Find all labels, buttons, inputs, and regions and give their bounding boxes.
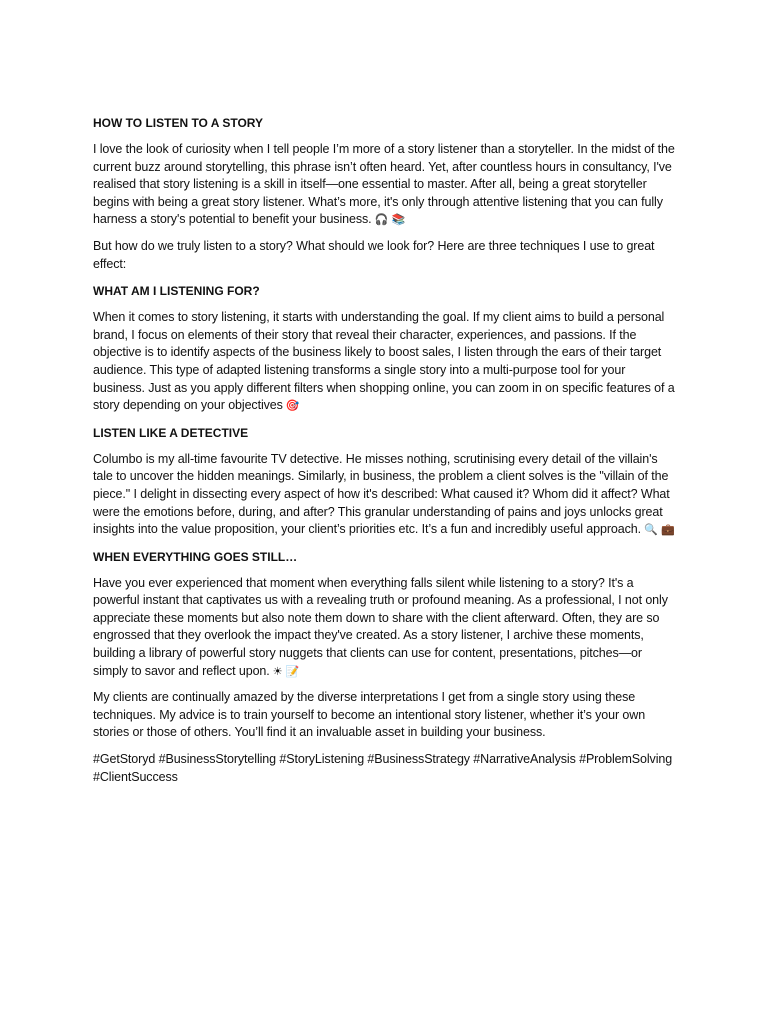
section-body-detective xyxy=(93,451,677,539)
magnifier-briefcase-icon: 🔍 💼 xyxy=(643,523,675,537)
target-icon: 🎯 xyxy=(285,399,300,413)
document-title: HOW TO LISTEN TO A STORY xyxy=(93,116,264,130)
intro-text: I love the look of curiosity when I tell people I’m more of a story listener than a storyteller. In the midst of the current buzz around storytelling, this phrase isn’t often heard. Yet, after countless hours in consultancy, I've realised that story listening is a skill in itself—one essential to master. After all, being a great storyteller begins with being a great story listener. What’s more, it's only through attentive listening that you can fully harness a story's potential to benefit your business. xyxy=(93,142,675,227)
hashtags: #GetStoryd #BusinessStorytelling #StoryListening #BusinessStrategy #NarrativeAnalysis #ProblemSolving #ClientSuccess xyxy=(93,752,673,784)
headphones-books-icon: 🎧 📚 xyxy=(374,213,406,227)
section-heading-listening-for: WHAT AM I LISTENING FOR? xyxy=(93,284,260,299)
document-page xyxy=(93,114,677,786)
closing-paragraph: My clients are continually amazed by the diverse interpretations I get from a single story using these techniques. My advice is to train yourself to become an intentional story listener, whether it’s your own stories or those of others. You’ll find it an invaluable asset in building your business. xyxy=(93,690,646,740)
section-text: Columbo is my all-time favourite TV detective. He misses nothing, scrutinising every detail of the villain's tale to uncover the hidden meanings. Similarly, in business, the problem a client solves is the "villain of the piece." I delight in dissecting every aspect of how it's described: What caused it? Whom did it affect? What were the emotions before, during, and after? This granular understanding of pains and joys unlocks great insights into the value proposition, your client’s priorities etc. It’s a fun and incredibly useful approach. xyxy=(93,451,670,537)
question-paragraph: But how do we truly listen to a story? What should we look for? Here are three techniques I use to great effect: xyxy=(93,238,655,271)
section-body-still xyxy=(93,575,677,681)
section-heading-still: WHEN EVERYTHING GOES STILL… xyxy=(93,549,298,564)
intro-paragraph xyxy=(93,141,677,229)
section-body-listening-for xyxy=(93,309,677,415)
section-text: When it comes to story listening, it starts with understanding the goal. If my client aims to build a personal brand, I focus on elements of their story that reveal their character, experiences, and passions. If the objective is to identify aspects of the business likely to boost sales, I listen through the ears of their target audience. This type of adapted listening transforms a single story into a multi-purpose tool for your business. Just as you apply different filters when shopping online, you can zoom in on specific features of a story depending on your objectives xyxy=(93,310,675,413)
sun-memo-icon: ☀ 📝 xyxy=(272,664,300,678)
section-heading-detective: LISTEN LIKE A DETECTIVE xyxy=(93,425,249,440)
section-text: Have you ever experienced that moment when everything falls silent while listening to a story? It's a powerful instant that captivates us with a revealing truth or profound meaning. As a professional, I not only appreciate these moments but also note them down to share with the client afterward. Often, they are so engrossed that they overlook the impact they've created. As a story listener, I archive these moments, building a library of powerful story nuggets that clients can use for content, presentations, pitches—or simply to savor and reflect upon. xyxy=(93,575,668,678)
